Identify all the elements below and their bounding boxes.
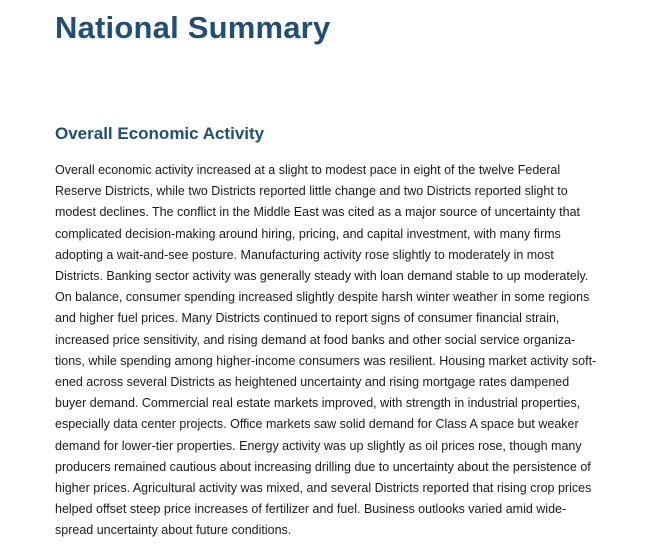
paragraph-line: higher prices. Agricultural activity was mixed, and several Districts reported that rising crop prices	[55, 481, 592, 496]
paragraph-line: tions, while spending among higher-income consumers was resilient. Housing market activity soft-	[55, 353, 597, 368]
paragraph-line: producers remained cautious about increasing drilling due to uncertainty about the persistence of	[55, 459, 591, 474]
paragraph-line: On balance, consumer spending increased slightly despite harsh winter weather in some regions	[55, 290, 590, 305]
body-paragraph	[55, 160, 645, 542]
paragraph-line: helped offset steep price increases of fertilizer and fuel. Business outlooks varied amid wide-	[55, 502, 567, 517]
paragraph-line: complicated decision-making around hiring, pricing, and capital investment, with many firms	[55, 226, 561, 241]
paragraph-line: especially data center projects. Office markets saw solid demand for Class A space but weaker	[55, 417, 579, 432]
section-heading: Overall Economic Activity	[55, 124, 265, 143]
paragraph-line: adopting a wait-and-see posture. Manufacturing activity rose slightly to moderately in most	[55, 247, 554, 262]
paragraph-line: Districts. Banking sector activity was generally steady with loan demand stable to up moderately.	[55, 269, 589, 284]
paragraph-line: and higher fuel prices. Many Districts continued to report signs of consumer financial strain,	[55, 311, 560, 326]
paragraph-line: spread uncertainty about future conditions.	[55, 523, 292, 538]
paragraph-line: ened across several Districts as heightened uncertainty and rising mortgage rates dampened	[55, 375, 570, 390]
paragraph-line: demand for lower-tier properties. Energy activity was up slightly as oil prices rose, though many	[55, 438, 582, 453]
page-title: National Summary	[55, 10, 331, 45]
paragraph-line: buyer demand. Commercial real estate markets improved, with strength in industrial properties,	[55, 396, 581, 411]
paragraph-line: modest declines. The conflict in the Middle East was cited as a major source of uncertainty that	[55, 205, 581, 220]
paragraph-line: Reserve Districts, while two Districts reported little change and two Districts reported slight to	[55, 184, 568, 199]
paragraph-line: increased price sensitivity, and rising demand at food banks and other social service organiza-	[55, 332, 576, 347]
paragraph-line: Overall economic activity increased at a slight to modest pace in eight of the twelve Federal	[55, 163, 561, 177]
